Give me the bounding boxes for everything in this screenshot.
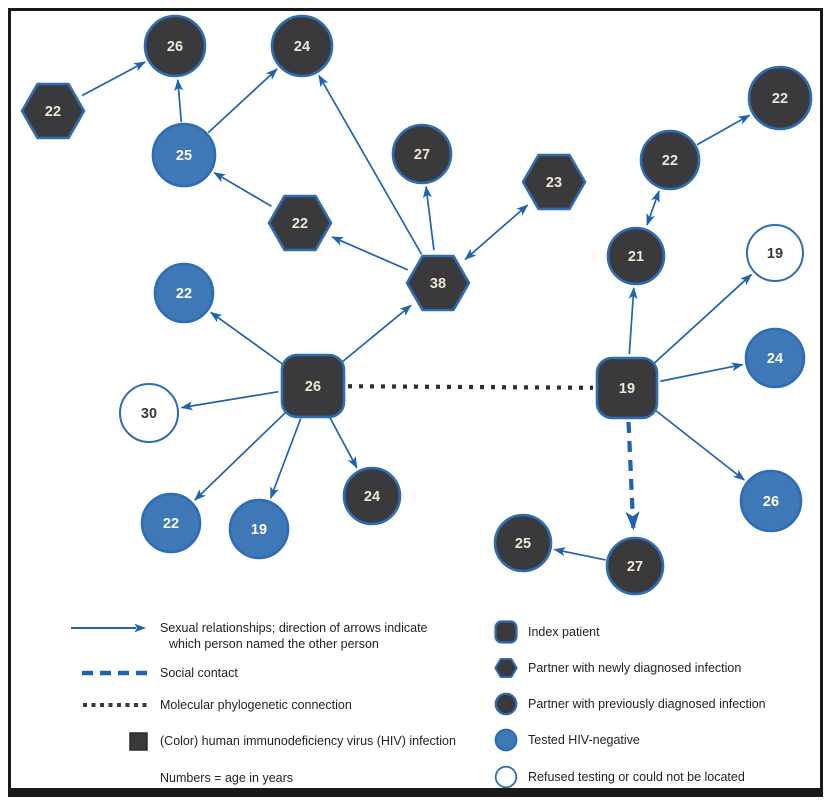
legend-left-item-4 — [70, 770, 293, 786]
social-contact-dashed-line-icon — [82, 669, 148, 677]
legend-text-line: which person named the other person — [169, 637, 379, 651]
node-age-label: 30 — [140, 406, 158, 422]
refused-testing-icon — [494, 765, 518, 789]
legend-right-item-0 — [494, 620, 600, 644]
edge-solid-idx26-circ19blu — [271, 419, 301, 498]
legend-right-label: Index patient — [528, 625, 600, 639]
edge-solid-idx26-circ22blu2 — [195, 410, 288, 500]
legend-icon-box — [494, 728, 518, 752]
edge-solid-idx19-circ24blu — [660, 365, 742, 382]
node-age-label: 26 — [304, 379, 322, 395]
node-age-label: 22 — [44, 104, 62, 120]
legend-left-label — [160, 733, 456, 749]
legend-icon-box — [70, 733, 148, 749]
nodes — [22, 16, 811, 594]
node-age-label: 38 — [429, 276, 447, 292]
legend-left-label — [160, 770, 293, 786]
edge-solid-circ22d-circ22c — [697, 115, 750, 145]
legend-text-line: Molecular phylogenetic connection — [160, 698, 352, 712]
edge-solid-hex38-circ27 — [426, 187, 434, 251]
legend-right-item-2 — [494, 692, 766, 716]
node-age-label: 19 — [618, 381, 636, 397]
edge-solid-circ25-circ26a — [178, 80, 181, 122]
legend-right-item-1 — [494, 656, 741, 680]
legend-left-item-1 — [70, 665, 238, 681]
node-age-label: 23 — [545, 175, 563, 191]
legend-icon-box — [494, 620, 518, 644]
edge-solid-hex22a-circ26a — [82, 62, 145, 95]
legend-left-item-3 — [70, 733, 456, 749]
legend-left-label — [160, 665, 238, 681]
legend-text-line: Social contact — [160, 666, 238, 680]
edge-solid-circ25-circ24a — [208, 69, 277, 133]
node-age-label: 22 — [661, 153, 679, 169]
partner-newly-diagnosed-icon — [494, 656, 518, 680]
edge-solid-hex38-hex23 — [465, 205, 527, 259]
tested-hiv-negative-icon — [494, 728, 518, 752]
legend-text-line: Sexual relationships; direction of arrows indicate — [160, 621, 428, 635]
node-age-label: 24 — [766, 351, 784, 367]
edge-solid-circ27b-circ25b — [554, 549, 605, 560]
legend-text-line: Numbers = age in years — [160, 771, 294, 785]
node-age-label: 22 — [771, 91, 789, 107]
legend-right-item-4 — [494, 765, 745, 789]
hiv-infection-color-square-icon — [129, 732, 148, 751]
legend-left-item-0 — [70, 620, 428, 652]
legend-right-label: Refused testing or could not be located — [528, 770, 745, 784]
legend-left-label — [160, 697, 352, 713]
legend-icon-box — [70, 697, 148, 713]
legend-right-label: Tested HIV-negative — [528, 733, 640, 747]
edge-solid-idx26-hex38 — [340, 305, 411, 363]
node-age-label: 26 — [762, 494, 780, 510]
node-age-label: 19 — [250, 522, 268, 538]
node-age-label: 21 — [627, 249, 645, 265]
edge-solid-hex38-hex22b — [332, 237, 408, 270]
legend-right-label: Partner with newly diagnosed infection — [528, 661, 742, 675]
node-age-label: 25 — [514, 536, 532, 552]
node-age-label: 22 — [175, 286, 193, 302]
node-age-label: 22 — [291, 216, 309, 232]
edge-solid-idx26-circ24d — [330, 417, 357, 468]
legend-left-item-2 — [70, 697, 352, 713]
legend-left-label — [160, 620, 428, 652]
legend-right-label: Partner with previously diagnosed infection — [528, 697, 766, 711]
node-age-label: 24 — [293, 39, 311, 55]
legend-icon-box — [494, 692, 518, 716]
edge-solid-idx19-circ26blu — [654, 409, 745, 480]
edge-solid-idx19-circ21 — [629, 288, 634, 354]
node-age-label: 26 — [166, 39, 184, 55]
legend-icon-box — [70, 665, 148, 681]
legend-icon-box — [70, 620, 148, 636]
legend-icon-box — [494, 765, 518, 789]
node-age-label: 24 — [363, 489, 381, 505]
edge-solid-idx26-circ22blu1 — [211, 312, 285, 365]
legend-icon-box — [494, 656, 518, 680]
edge-solid-hex22b-circ25 — [214, 173, 271, 207]
sexual-relationship-arrow-icon — [70, 622, 148, 634]
edge-dotted-idx26-idx19 — [348, 386, 593, 388]
legend-icon-box — [70, 770, 148, 786]
edge-solid-idx19-circ19w — [652, 275, 751, 366]
edge-solid-idx26-circ30 — [182, 392, 279, 408]
edge-dashed-idx19-circ27b — [629, 422, 634, 529]
legend-text-line: (Color) human immunodeficiency virus (HIV) infection — [160, 734, 456, 748]
edge-solid-circ21-circ22d — [647, 191, 659, 225]
molecular-phylogenetic-dotted-line-icon — [82, 701, 148, 709]
node-age-label: 27 — [413, 147, 431, 163]
node-age-label: 25 — [175, 148, 193, 164]
node-age-label: 27 — [626, 559, 644, 575]
index-patient-icon — [494, 620, 518, 644]
legend-right-item-3 — [494, 728, 640, 752]
node-age-label: 22 — [162, 516, 180, 532]
node-age-label: 19 — [766, 246, 784, 262]
partner-previously-diagnosed-icon — [494, 692, 518, 716]
